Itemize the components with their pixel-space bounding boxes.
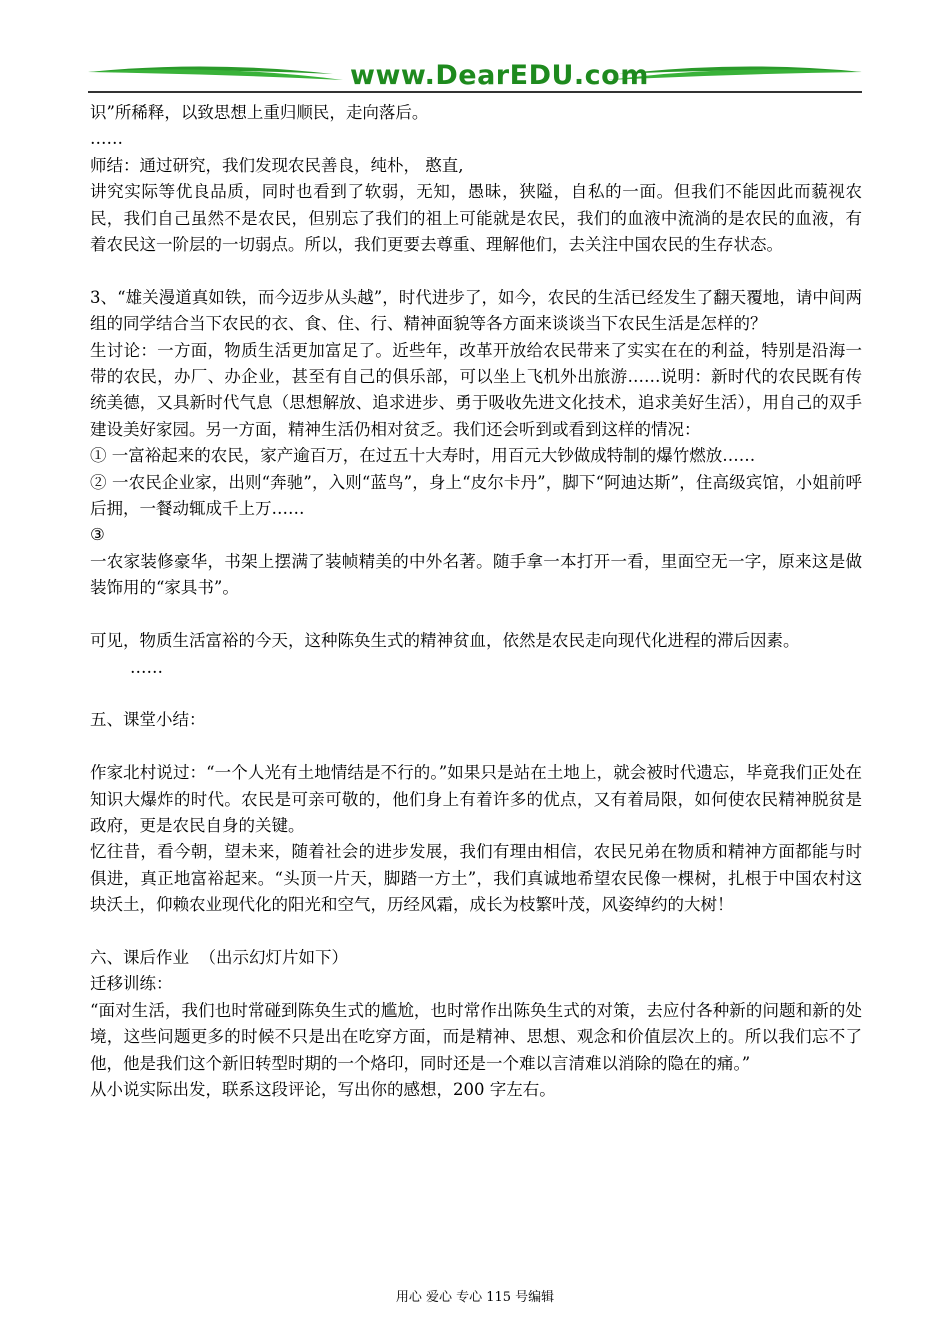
paragraph: 讲究实际等优良品质，同时也看到了软弱，无知，愚昧，狭隘，自私的一面。但我们不能因此而藐视农民，我们自己虽然不是农民，但别忘了我们的祖上可能就是农民，我们的血液中流淌的是农民的血液，有着农民这一阶层的一切弱点。所以，我们更要去尊重、理解他们，去关注中国农民的生存状态。 [90,182,862,255]
spacer [90,919,862,945]
section-heading-summary: 五、课堂小结： [90,710,206,730]
section-heading-homework: 六、课后作业 （出示幻灯片如下） [90,947,348,967]
left-swoosh-lower-icon [88,69,343,80]
ellipsis-line: …… [90,129,123,149]
spacer [90,681,862,707]
student-discussion: 生讨论：一方面，物质生活更加富足了。近些年，改革开放给农民带来了实实在在的利益，特别是沿海一带的农民，办厂、办企业，甚至有自己的俱乐部，可以坐上飞机外出旅游……说明：新时代的农民既有传统美德，又具新时代气息（思想解放、追求进步、勇于吸收先进文化技术，追求美好生活），用自己的双手建设美好家园。另一方面，精神生活仍相对贫乏。我们还会听到或看到这样的情况： [90,340,862,439]
page-header [88,58,862,98]
paragraph: 作家北村说过：“一个人光有土地情结是不行的。”如果只是站在土地上，就会被时代遗忘，毕竟我们正处在知识大爆炸的时代。农民是可亲可敬的，他们身上有着许多的优点，又有着局限，如何使农民精神脱贫是政府，更是农民自身的关键。 [90,763,862,835]
quote-paragraph: “面对生活，我们也时常碰到陈奂生式的尴尬，也时常作出陈奂生式的对策，去应付各种新的问题和新的处境，这些问题更多的时候不只是出在吃穿方面，而是精神、思想、观念和价值层次上的。所以我们忘不了他，他是我们这个新旧转型时期的一个烙印，同时还是一个难以言清难以消除的隐在的痛。” [90,1000,862,1073]
paragraph: 可见，物质生活富裕的今天，这种陈奂生式的精神贫血，依然是农民走向现代化进程的滞后因素。 [90,631,800,651]
header-divider [88,91,862,93]
spacer [90,258,862,284]
paragraph: 识”所稀释，以致思想上重归顺民，走向落后。 [90,103,429,122]
site-title: www.DearEDU.com [350,60,649,91]
assignment-instruction: 从小说实际出发，联系这段评论，写出你的感想，200 字左右。 [90,1079,556,1099]
document-body [90,100,862,1103]
page-footer: 用心 爱心 专心 115 号编辑 [395,1290,555,1305]
example-3-marker: ③ [90,525,105,545]
teacher-summary: 师结：通过研究，我们发现农民善良，纯朴， 憨直, [90,155,464,175]
transfer-training-label: 迁移训练： [90,974,173,994]
question-3: 3、“雄关漫道真如铁，而今迈步从头越”，时代进步了，如今，农民的生活已经发生了翻天覆地，请中间两组的同学结合当下农民的衣、食、住、行、精神面貌等各方面来谈谈当下农民生活是怎样的？ [90,287,862,334]
example-1: ① 一富裕起来的农民，家产逾百万，在过五十大寿时，用百元大钞做成特制的爆竹燃放…… [90,446,756,466]
spacer [90,602,862,628]
paragraph: 忆往昔，看今朝，望未来，随着社会的进步发展，我们有理由相信，农民兄弟在物质和精神方面都能与时俱进，真正地富裕起来。“头顶一片天，脚踏一方土”，我们真诚地希望农民像一棵树，扎根于中国农村这块沃土，仰赖农业现代化的阳光和空气，历经风霜，成长为枝繁叶茂，风姿绰约的大树！ [90,842,862,915]
example-2: ② 一农民企业家，出则“奔驰”，入则“蓝鸟”，身上“皮尔卡丹”，脚下“阿迪达斯”，住高级宾馆，小姐前呼后拥，一餐动辄成千上万…… [90,472,862,519]
ellipsis-line: …… [130,657,163,677]
spacer [90,734,862,760]
example-3: 一农家装修豪华，书架上摆满了装帧精美的中外名著。随手拿一本打开一看，里面空无一字，原来这是做装饰用的“家具书”。 [90,551,862,598]
